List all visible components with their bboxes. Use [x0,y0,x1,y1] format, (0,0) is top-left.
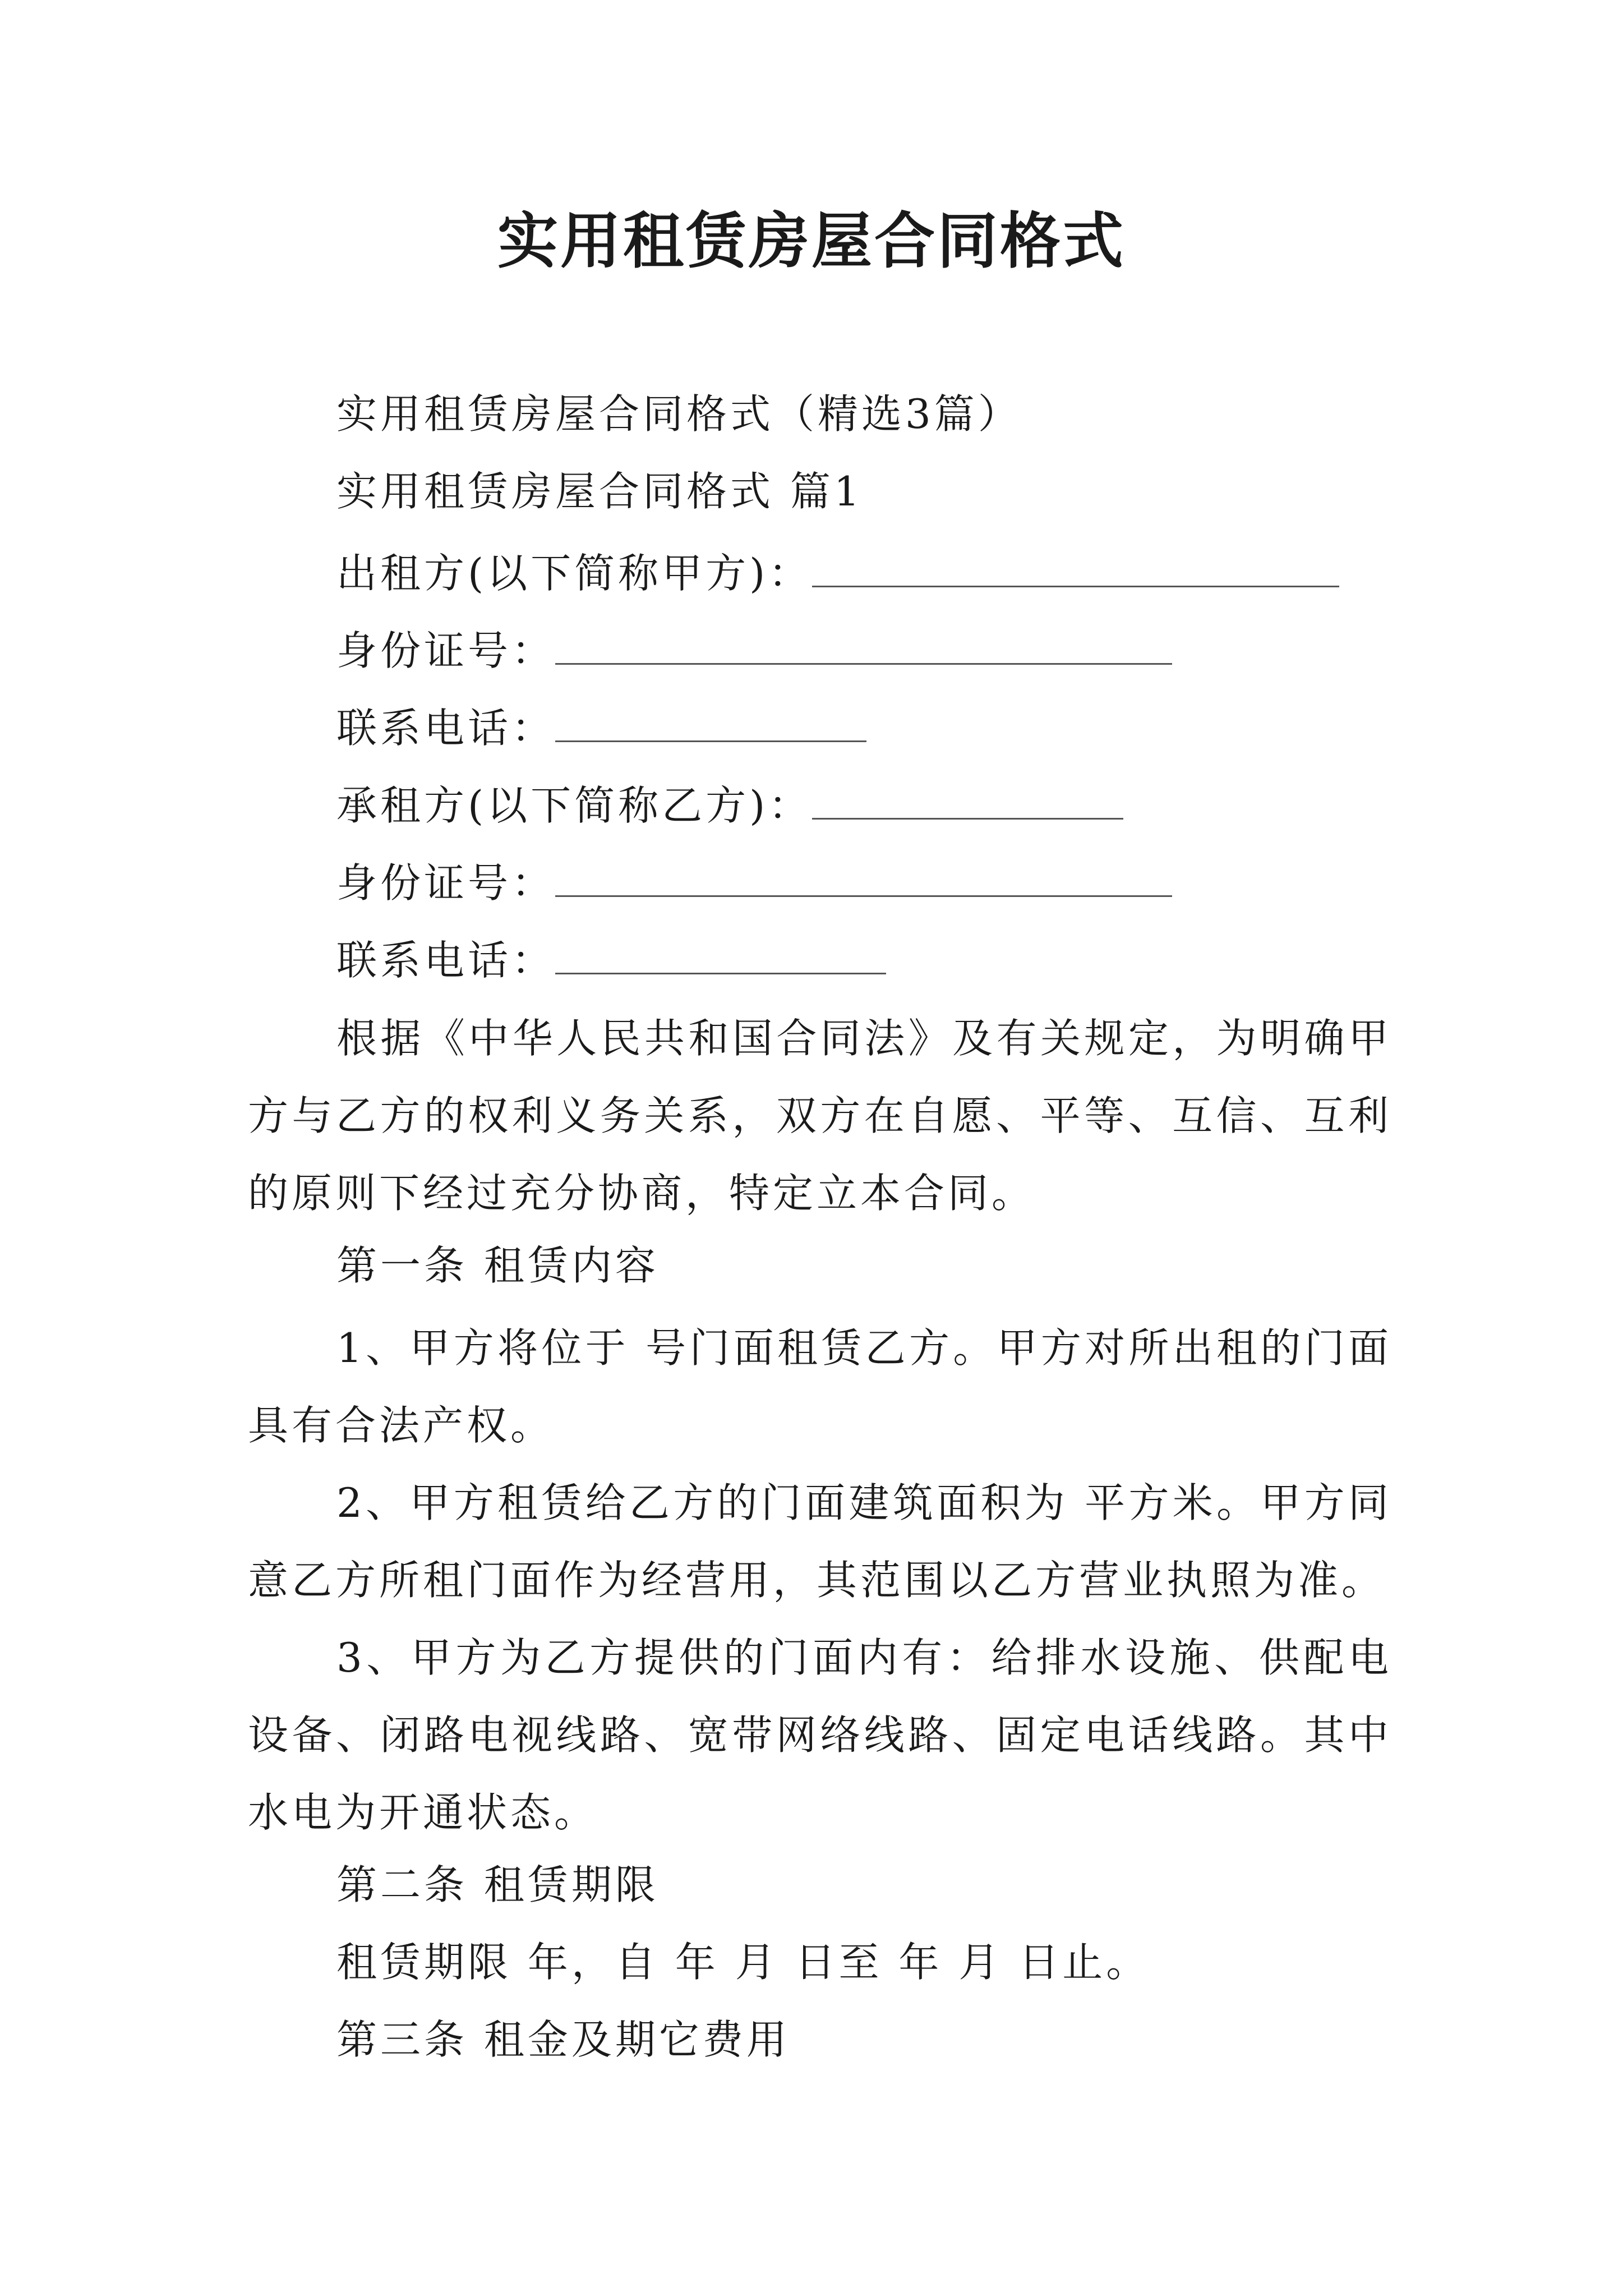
lessor-phone-label: 联系电话： [336,705,556,752]
lessee-id-blank [555,852,1172,897]
article1-item-2: 2、甲方租赁给乙方的门面建筑面积为 平方米。甲方同意乙方所租门面作为经营用，其范围以乙方营业执照为准。 [248,1479,1392,1604]
lessee-name-field [336,774,1123,832]
lessee-phone-blank [555,929,886,974]
lessor-id-blank [555,619,1172,665]
preamble-paragraph: 根据《中华人民共和国合同法》及有关规定，为明确甲方与乙方的权利义务关系，双方在自愿、平等、互信、互利的原则下经过充分协商，特定立本合同。 [248,1015,1392,1217]
lessee-phone-label: 联系电话： [336,937,556,984]
article2-heading: 第二条 租赁期限 [336,1861,659,1908]
section-heading: 实用租赁房屋合同格式 篇1 [336,468,863,515]
document-title: 实用租赁房屋合同格式 [497,206,1126,277]
lessor-id-label: 身份证号： [336,627,556,674]
article1-heading: 第一条 租赁内容 [336,1242,659,1289]
lessor-name-field [336,542,1339,600]
lessor-phone-blank [555,697,866,742]
lessee-id-label: 身份证号： [336,859,556,907]
article1-item-1: 1、甲方将位于 号门面租赁乙方。甲方对所出租的门面具有合法产权。 [248,1324,1392,1449]
lessor-name-blank [812,542,1339,587]
article2-text: 租赁期限 年，自 年 月 日至 年 月 日止。 [336,1939,1150,1986]
document-subtitle: 实用租赁房屋合同格式（精选3篇） [336,390,1022,438]
lessor-name-label: 出租方(以下简称甲方)： [336,550,813,597]
article1-item-3: 3、甲方为乙方提供的门面内有：给排水设施、供配电设备、闭路电视线路、宽带网络线路、固定电话线路。其中水电为开通状态。 [248,1634,1392,1836]
lessee-name-blank [812,774,1123,820]
article3-heading: 第三条 租金及期它费用 [336,2016,790,2063]
lessee-phone-field [336,929,886,987]
lessee-id-field [336,852,1172,910]
lessor-phone-field [336,697,866,755]
lessor-id-field [336,619,1172,678]
lessee-name-label: 承租方(以下简称乙方)： [336,782,813,829]
